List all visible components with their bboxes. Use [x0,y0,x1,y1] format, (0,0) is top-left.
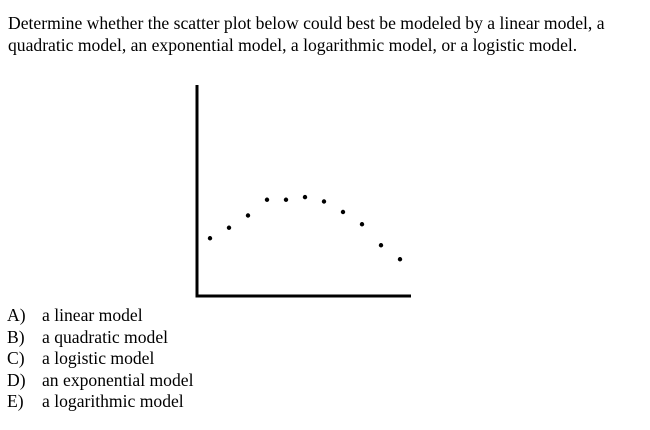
choice-letter: C) [7,348,25,368]
choice-text: an exponential model [42,369,194,390]
scatter-point [341,210,345,214]
choice-text: a logistic model [42,348,155,368]
scatter-point [227,226,231,230]
choice-a[interactable] [7,305,193,327]
choice-text: a linear model [42,305,143,325]
choice-letter: D) [7,369,26,390]
choice-c[interactable] [7,348,193,370]
choice-letter: A) [7,305,26,325]
scatter-point [208,236,212,240]
scatter-plot [180,80,420,305]
scatter-point [322,199,326,203]
scatter-point [303,195,307,199]
choice-b[interactable] [7,327,193,349]
choice-d[interactable] [7,370,193,392]
choice-text: a logarithmic model [42,391,184,411]
choice-text: a quadratic model [42,326,169,347]
scatter-point [379,243,383,247]
answer-choices [7,305,193,413]
choice-letter: E) [7,391,24,411]
choice-letter: B) [7,326,25,347]
data-points [208,195,402,262]
scatter-point [265,198,269,202]
scatter-point [360,222,364,226]
scatter-point [284,198,288,202]
choice-e[interactable] [7,391,193,413]
scatter-point [246,213,250,217]
question-text: Determine whether the scatter plot below could best be modeled by a linear model, a quadratic model, an exponential model, a logarithmic model, or a logistic model. [8,13,605,55]
scatter-point [398,257,402,261]
